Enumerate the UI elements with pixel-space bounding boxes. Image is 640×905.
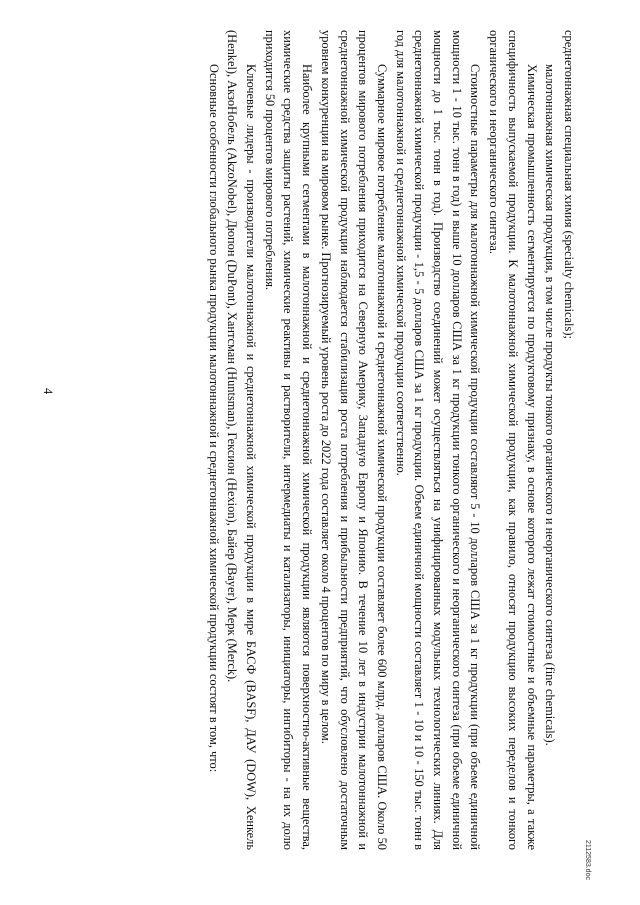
paragraph-5: Суммарное мировое потребление малотоннажной и среднетоннажной химической продукции составляет более 600 млрд. долларов США. Около 50 процентов мирового потребления приходится на Северную Америку, Западную Европу и Японию. В течение 10 лет в индустрии малотоннажной и среднетоннажной химической продукции наблюдается стабилизация роста потребления и прибыльности предприятий, что обусловлено достаточным уровнем конкуренции на мировом рынке. Прогнозируемый уровень роста до 2022 года составляет около 4 процентов по миру в целом.: [318, 30, 389, 850]
paragraph-3: Химическая промышленность сегментируется по продуктовому признаку, в основе которого лежат стоимостные и объемные параметры, а также специфичность выпускаемой продукции. К малотоннажной химической продукции, как правило, относят продукцию высоких переделов и тонкого органического и неорганического синтеза.: [487, 30, 539, 850]
paragraph-4: Стоимостные параметры для малотоннажной химической продукции составляют 5 - 10 долларов США за 1 кг продукции (при объеме единичной мощности 1 - 10 тыс. тонн в год) и выше 10 долларов США за 1 кг продукции тонкого органического и неорганического синтеза (при объеме единичной мощности до 1 тыс. тонн в год). Производство соединений может осуществляться на унифицированных модульных технологических линиях. Для среднетоннажной химической продукции - 1,5 - 5 долларов США за 1 кг продукции. Объем единичной мощности составляет 1 - 10 и 10 - 150 тыс. тонн в год для малотоннажной и среднетоннажной химической продукции соответственно.: [393, 30, 483, 850]
rotated-text-block: [88, 30, 578, 850]
paragraph-7: Ключевые лидеры - производители малотоннажной и среднетоннажной химической продукции в мире БАСФ (BASF), ДАУ (DOW), Хенкель (Henkel), АкзоНобель (AkzoNobel), Дюпон (DuPont), Хантсман (Huntsman), Гексион (Hexion), Байер (Bayer), Мерк (Merck).: [225, 30, 259, 850]
page-number: 4: [41, 388, 55, 395]
file-footer: 2112583.doc: [584, 840, 591, 880]
paragraph-6: Наиболее крупными сегментами в малотоннажной и среднетоннажной химической продукции являются поверхностно-активные вещества, химические средства защиты растений, химические реактивы и растворители, интермедиаты и катализаторы, инициаторы, ингибиторы - на их долю приходится 50 процентов мирового потребления.: [262, 30, 315, 850]
paragraph-1: среднетоннажная специальная химия (specialty chemicals);: [562, 30, 576, 339]
paragraph-8: Основные особенности глобального рынка продукции малотоннажной и среднетоннажной химической продукции состоят в том, что:: [206, 64, 221, 773]
paragraph-2: малотоннажная химическая продукция, в том числе продукты тонкого органического и неорганического синтеза (fine chemicals).: [543, 64, 558, 746]
